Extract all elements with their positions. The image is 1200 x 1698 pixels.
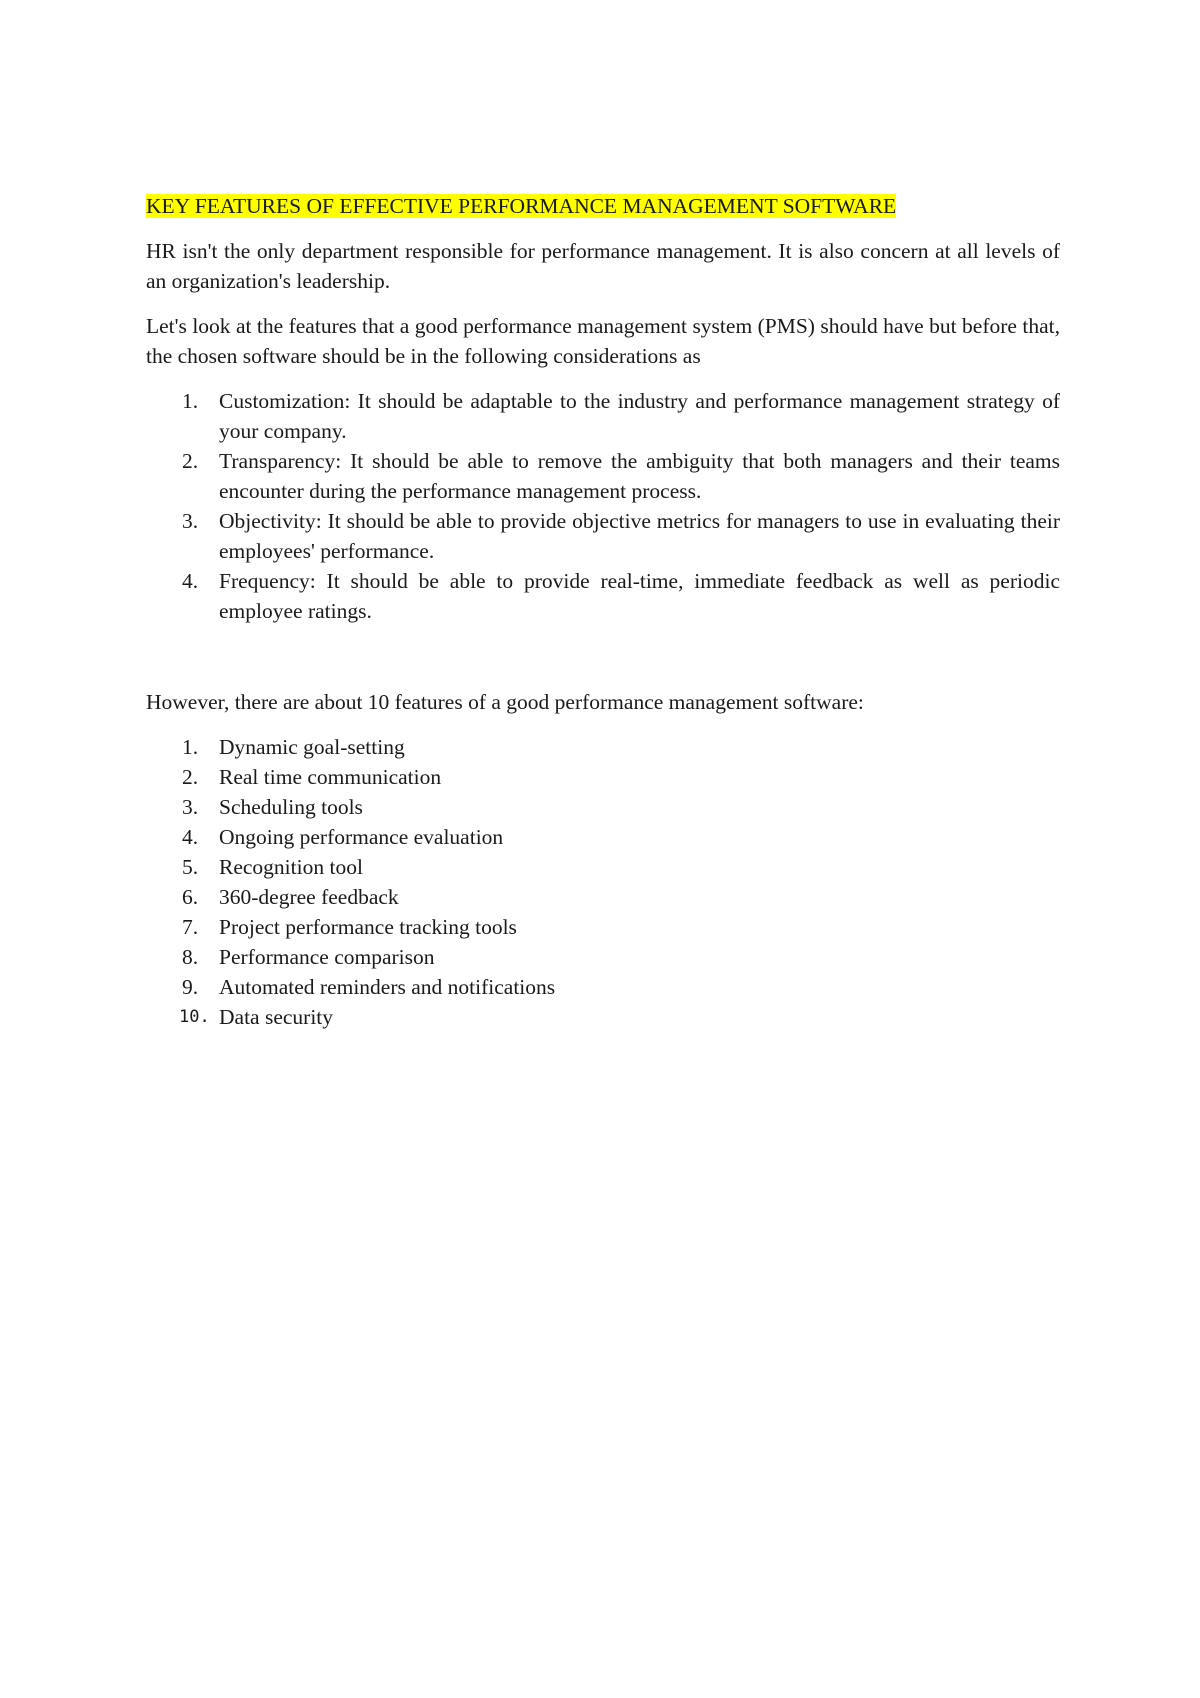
list-item-number: 6. [182,885,199,909]
list-item-number: 1. [182,735,199,759]
list-item-text: 360-degree feedback [219,885,399,909]
list-item-text: Recognition tool [219,855,363,879]
heading-highlight: KEY FEATURES OF EFFECTIVE PERFORMANCE MANAGEMENT SOFTWARE [146,194,897,218]
list-item-number: 1. [182,389,199,413]
list-item-number: 2. [182,449,199,473]
list-item [146,942,1060,972]
list-item-text: Ongoing performance evaluation [219,825,504,849]
list-item [146,1002,1060,1032]
list-item-text: Performance comparison [219,945,435,969]
list-item-text: Real time communication [219,765,442,789]
list-item-text: Frequency: It should be able to provide real-time, immediate feedback as well as periodic employee ratings. [219,569,1060,623]
list-item [146,446,1060,506]
list-item [146,852,1060,882]
list-item-number: 4. [182,569,199,593]
list-item-number: 8. [182,945,199,969]
list-item-number: 10. [179,1007,210,1027]
list-item-number: 2. [182,765,199,789]
list-item [146,792,1060,822]
list-item-number: 3. [182,795,199,819]
list-item [146,506,1060,566]
list-item [146,386,1060,446]
list-item-text: Project performance tracking tools [219,915,517,939]
list-item-text: Scheduling tools [219,795,363,819]
considerations-intro-paragraph: Let's look at the features that a good performance management system (PMS) should have but before that, the chosen software should be in the following considerations as [146,314,1060,368]
list-item [146,912,1060,942]
list-item-number: 7. [182,915,199,939]
list-item-text: Objectivity: It should be able to provide objective metrics for managers to use in evaluating their employees' performance. [219,509,1060,563]
list-item-number: 3. [182,509,199,533]
list-item-number: 4. [182,825,199,849]
list-item [146,882,1060,912]
considerations-list [146,386,1060,626]
list-item-text: Customization: It should be adaptable to the industry and performance management strategy of your company. [219,389,1060,443]
list-item-text: Automated reminders and notifications [219,975,556,999]
list-item-number: 9. [182,975,199,999]
list-item [146,972,1060,1002]
list-item-text: Transparency: It should be able to remove the ambiguity that both managers and their teams encounter during the performance management process. [219,449,1060,503]
list-item [146,732,1060,762]
document-heading [146,191,1060,221]
list-item-text: Data security [219,1005,334,1029]
list-item-number: 5. [182,855,199,879]
document-body [146,191,1060,1032]
blank-line [146,626,1060,687]
features-list [146,732,1060,1032]
features-intro-paragraph: However, there are about 10 features of a good performance management software: [146,690,864,714]
list-item [146,822,1060,852]
list-item [146,762,1060,792]
list-item-text: Dynamic goal-setting [219,735,405,759]
intro-paragraph: HR isn't the only department responsible for performance management. It is also concern at all levels of an organization's leadership. [146,239,1060,293]
list-item [146,566,1060,626]
